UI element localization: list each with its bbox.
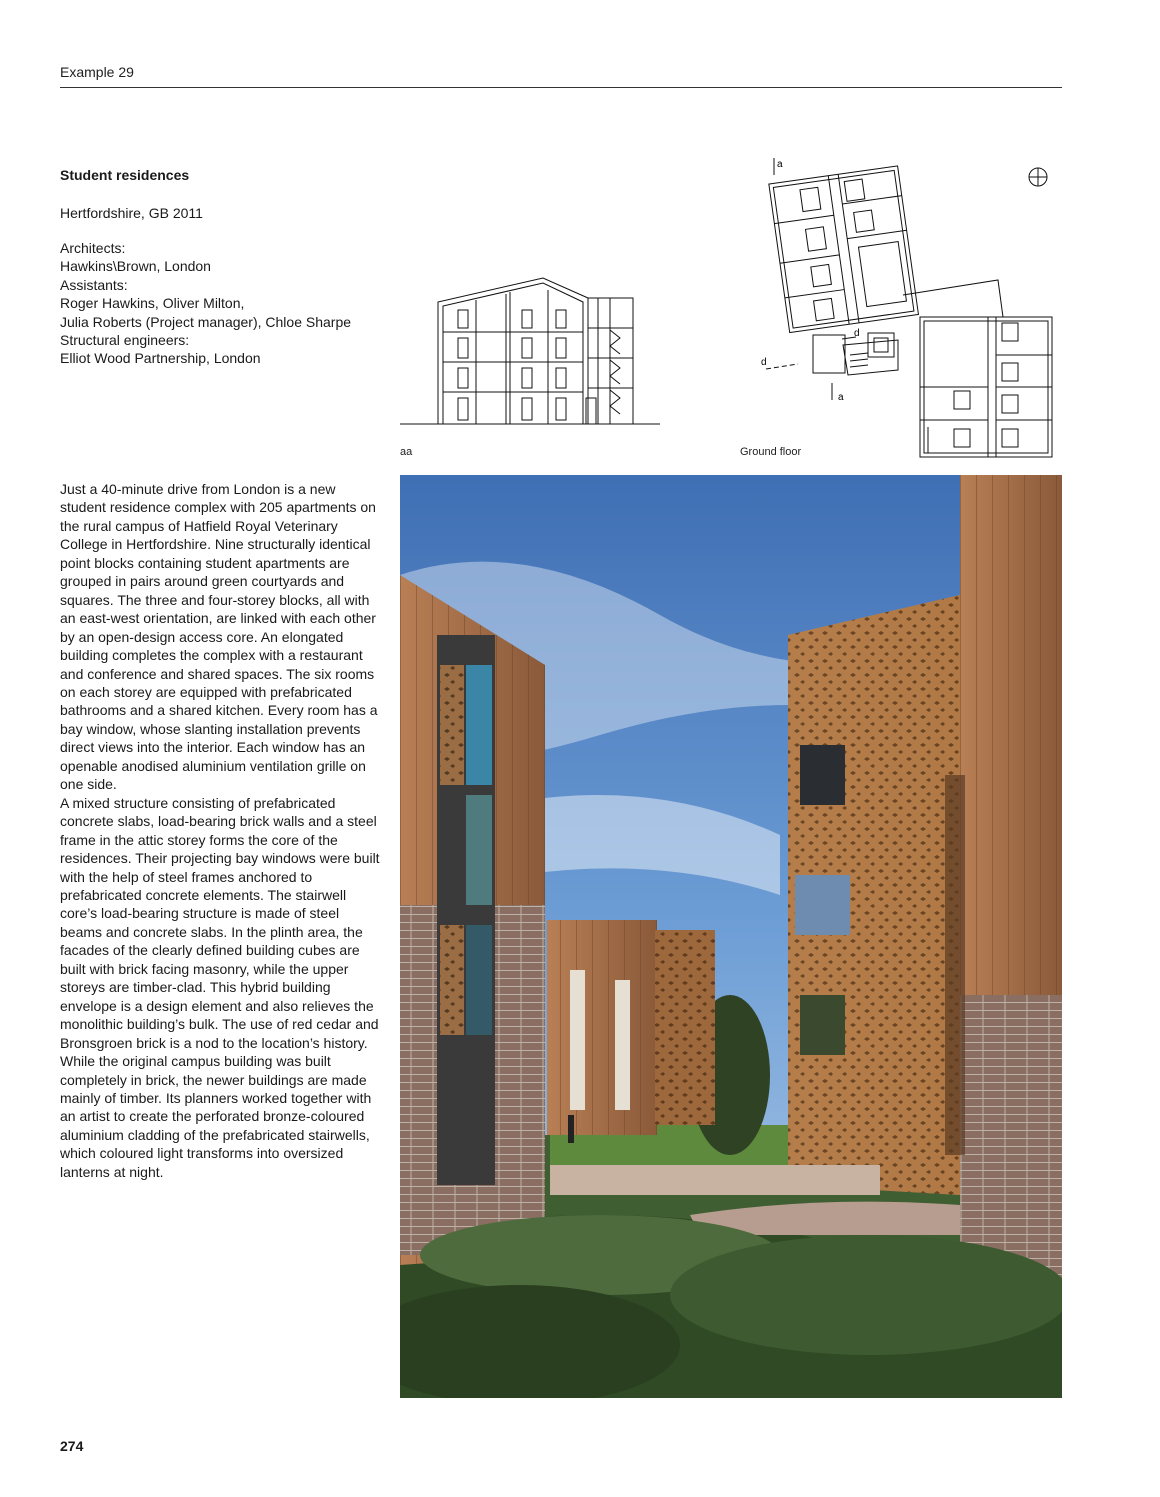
credit-line: Elliot Wood Partnership, London — [60, 350, 261, 367]
credit-line: Structural engineers: — [60, 332, 190, 349]
section-caption: aa — [400, 446, 413, 458]
section-drawing-aa — [398, 270, 668, 430]
plan-caption: Ground floor — [740, 446, 802, 458]
plan-label-a-bottom: a — [838, 392, 844, 403]
credit-line: Julia Roberts (Project manager), Chloe Sharpe — [60, 313, 352, 330]
project-location: Hertfordshire, GB 2011 — [60, 205, 203, 221]
plan-label-d-right: d — [854, 328, 860, 339]
plan-label-d-left: d — [761, 357, 767, 368]
project-credits — [60, 239, 351, 368]
ground-floor-plan — [758, 155, 1058, 460]
body-text — [60, 480, 382, 1181]
body-paragraph: A mixed structure consisting of prefabricated concrete slabs, load-bearing brick walls and a steel frame in the attic storey forms the core of the residences. Their projecting bay windows were built with the help of steel frames anchored to prefabricated concrete elements. The stairwell core’s load-bearing structure is made of steel beams and concrete slabs. In the plinth area, the facades of the clearly defined building cubes are built with brick facing masonry, while the upper storeys are timber-clad. This hybrid building envelope is a design element and also relieves the monolithic building’s bulk. The use of red cedar and Bronsgroen brick is a nod to the location’s history. While the original campus building was built completely in brick, the newer buildings are made mainly of timber. Its planners worked together with an artist to create the perforated bronze-coloured aluminium cladding of the prefabricated stairwells, which coloured light transforms into oversized lanterns at night. — [60, 794, 380, 1180]
header-rule — [60, 87, 1062, 88]
credit-line: Architects: — [60, 240, 126, 256]
credit-line: Hawkins\Brown, London — [60, 258, 211, 275]
plan-label-a-top: a — [777, 159, 783, 170]
credit-line: Roger Hawkins, Oliver Milton, — [60, 295, 245, 312]
page-number: 274 — [60, 1438, 84, 1454]
body-paragraph: Just a 40-minute drive from London is a new student residence complex with 205 apartments on the rural campus of Hatfield Royal Veterinary College in Hertfordshire. Nine structurally identical point blocks containing student apartments are grouped in pairs around green courtyards and squares. The three and four-storey blocks, all with an east-west orientation, are linked with each other by an open-design access core. An elongated building completes the complex with a restaurant and conference and shared spaces. The six rooms on each storey are equipped with prefabricated bathrooms and a shared kitchen. Every room has a bay window, whose slanting installation prevents direct views into the interior. Each window has an openable anodised aluminium ventilation grille on one side. — [60, 481, 378, 793]
project-title: Student residences — [60, 167, 190, 183]
running-head: Example 29 — [60, 64, 134, 80]
credit-line: Assistants: — [60, 276, 128, 293]
building-photo — [400, 475, 1062, 1398]
